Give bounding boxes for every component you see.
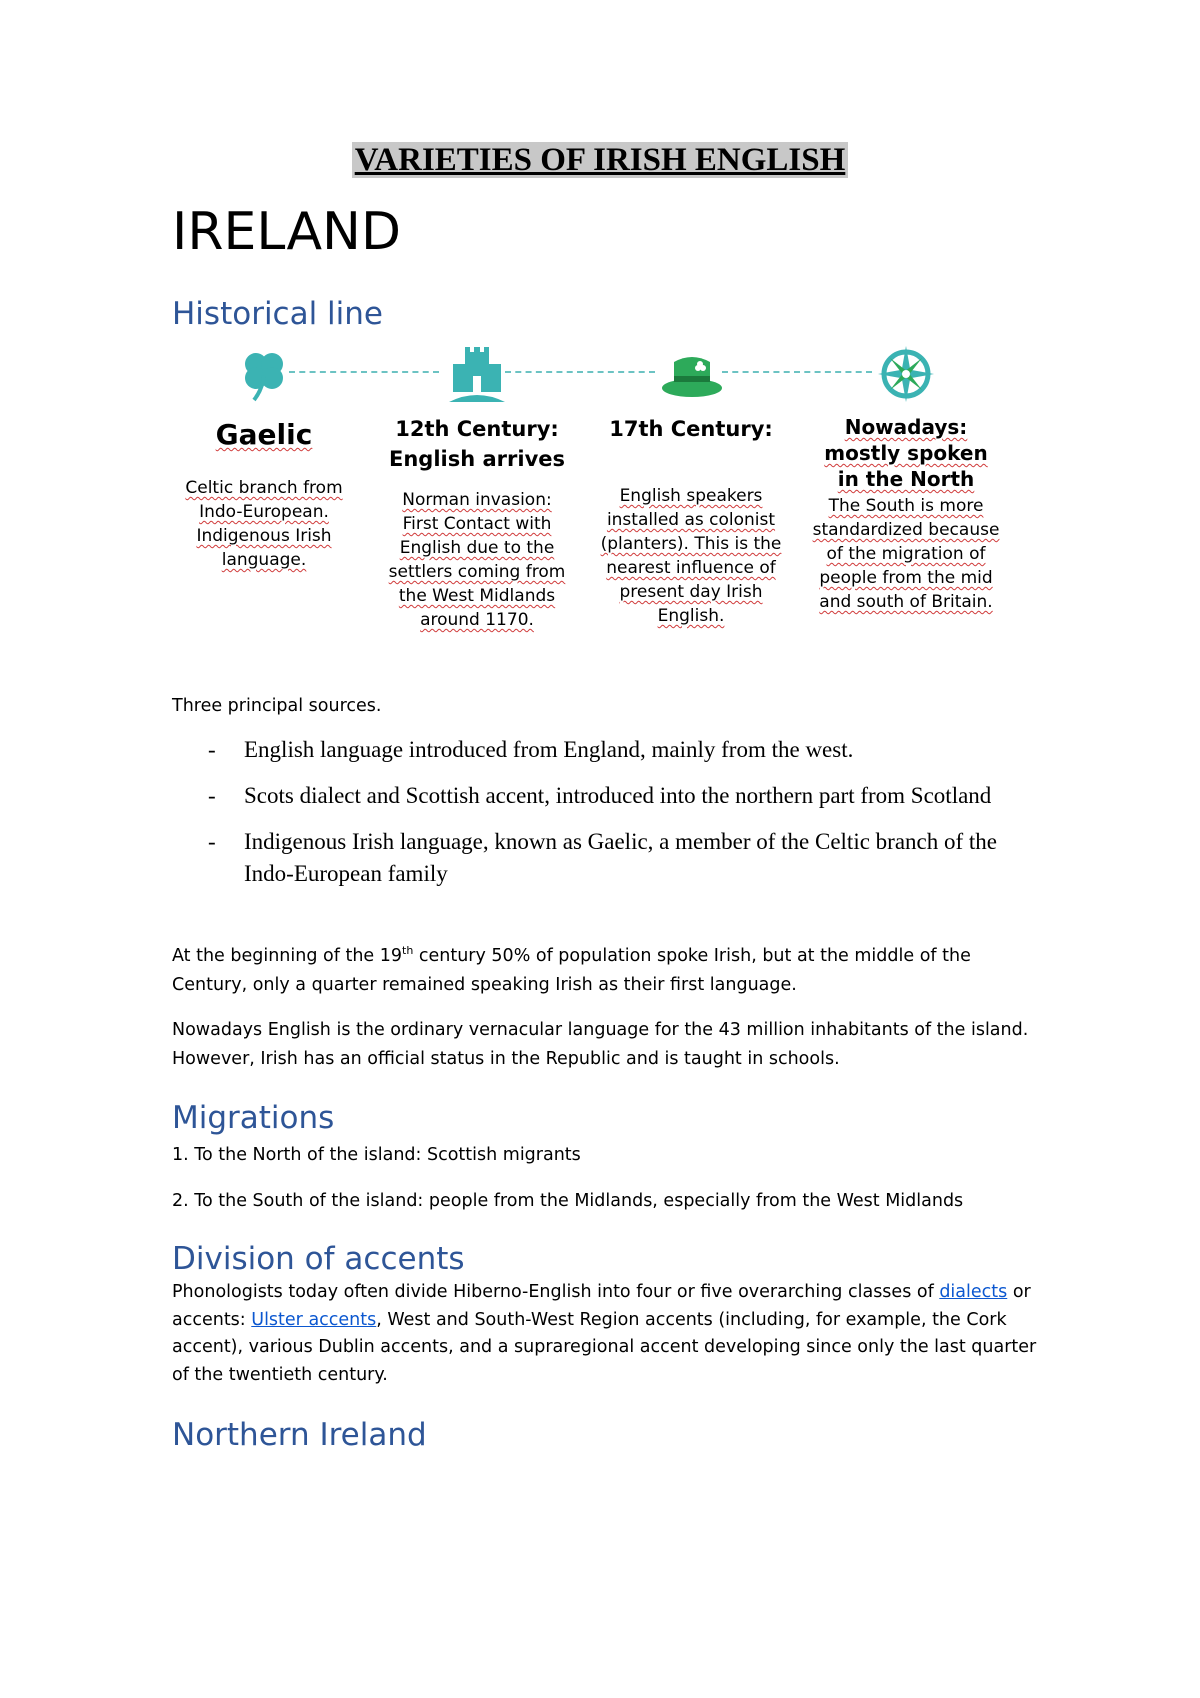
timeline-heading: 17th Century: bbox=[609, 417, 773, 441]
list-item: - Indigenous Irish language, known as Gaelic, a member of the Celtic branch of the Indo-European family bbox=[208, 829, 998, 886]
paragraph-division: Phonologists today often divide Hiberno-English into four or five overarching classes of dialects or accents: Ulster accents, West and South-West Region accents (including, for example, the Cork accent), various Dublin accents, and a supraregional accent developing since only the last quarter of the twentieth century. bbox=[172, 1282, 1037, 1385]
migration-item-south: 2. To the South of the island: people from the Midlands, especially from the West Midlands bbox=[172, 1191, 964, 1211]
timeline-item-nowadays bbox=[811, 414, 1001, 614]
castle-icon bbox=[447, 344, 507, 404]
timeline-item-12th-century bbox=[382, 414, 572, 632]
hat-icon bbox=[660, 344, 720, 404]
timeline-heading: Gaelic bbox=[215, 418, 313, 451]
heading-ireland: IRELAND bbox=[172, 202, 401, 262]
shamrock-icon bbox=[234, 344, 294, 404]
timeline-connector bbox=[289, 371, 439, 373]
timeline-heading: 12th Century: English arrives bbox=[389, 417, 565, 471]
timeline-item-17th-century bbox=[596, 414, 786, 628]
ulster-accents-link[interactable]: Ulster accents bbox=[251, 1309, 377, 1330]
timeline-connector bbox=[505, 371, 655, 373]
timeline-connector bbox=[722, 371, 872, 373]
timeline-body: Celtic branch from Indo-European. Indigenous Irish language. bbox=[185, 478, 343, 570]
sources-list bbox=[172, 734, 1032, 904]
timeline-body: Norman invasion: First Contact with English due to the settlers coming from the West Midlands around 1170. bbox=[388, 490, 566, 630]
list-item: - English language introduced from England, mainly from the west. bbox=[208, 737, 854, 762]
compass-icon bbox=[876, 344, 936, 404]
dialects-link[interactable]: dialects bbox=[939, 1282, 1008, 1302]
heading-division-of-accents: Division of accents bbox=[172, 1241, 465, 1277]
timeline-body: English speakers installed as colonist (planters). This is the nearest influence of present day Irish English. bbox=[600, 486, 782, 626]
historical-timeline bbox=[172, 336, 1032, 666]
timeline-body: The South is more standardized because of the migration of people from the mid and south of Britain. bbox=[812, 496, 1000, 612]
list-item: - Scots dialect and Scottish accent, introduced into the northern part from Scotland bbox=[208, 783, 992, 808]
paragraph-three-sources: Three principal sources. bbox=[172, 696, 382, 716]
heading-migrations: Migrations bbox=[172, 1100, 335, 1136]
timeline-heading: Nowadays: mostly spoken in the North bbox=[824, 415, 988, 491]
timeline-item-gaelic bbox=[169, 414, 359, 572]
document-title: VARIETIES OF IRISH ENGLISH bbox=[0, 142, 1200, 179]
heading-historical-line: Historical line bbox=[172, 296, 384, 332]
heading-northern-ireland: Northern Ireland bbox=[172, 1417, 427, 1453]
paragraph-nowadays: Nowadays English is the ordinary vernacular language for the 43 million inhabitants of the island. However, Irish has an official status in the Republic and is taught in schools. bbox=[172, 1020, 1029, 1069]
paragraph-19th-century: At the beginning of the 19th century 50% of population spoke Irish, but at the middle of the Century, only a quarter remained speaking Irish as their first language. bbox=[172, 944, 971, 995]
migration-item-north: 1. To the North of the island: Scottish migrants bbox=[172, 1145, 581, 1165]
